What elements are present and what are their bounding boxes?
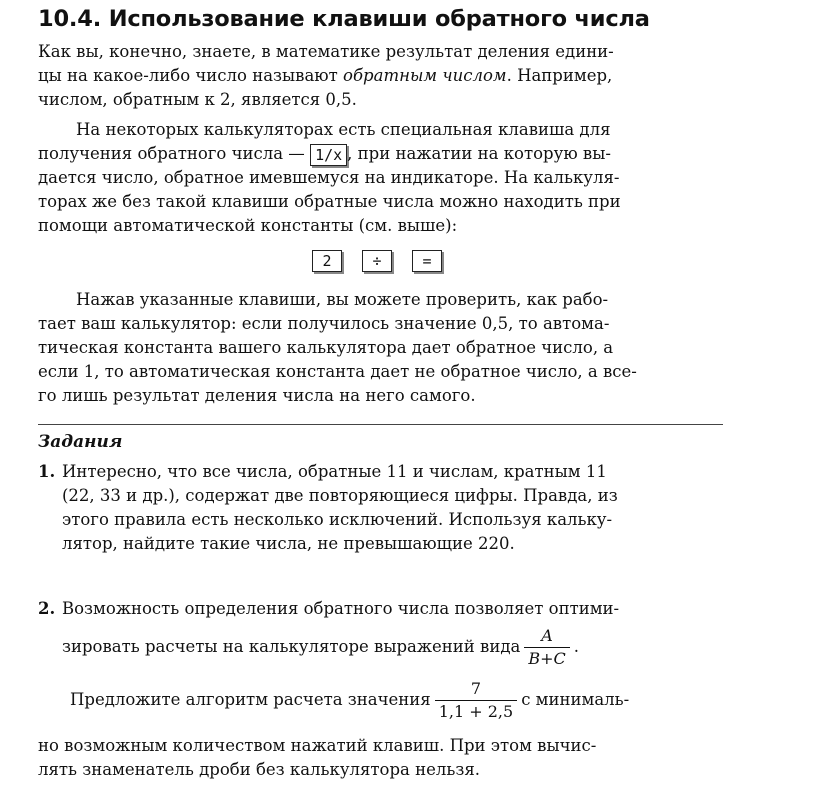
key-equals: =: [412, 250, 442, 272]
para2-line-5: помощи автоматической константы (см. выше):: [38, 216, 458, 235]
para3-line-4: если 1, то автоматическая константа дает не обратное число, а все-: [38, 362, 637, 381]
task2-line-2: зировать расчеты на калькуляторе выражений вида $\frac{A}{B+C}$ .: [62, 626, 579, 668]
fraction-seven-over-sum: $\frac{7}{1,1 + 2,5}$: [435, 678, 517, 723]
key-two: 2: [312, 250, 342, 272]
task2-line-3: Предложите алгоритм расчета значения $\frac{7}{1,1 + 2,5}$ с минималь-: [70, 679, 630, 721]
para3-line-2: тает ваш калькулятор: если получилось значение 0,5, то автома-: [38, 314, 610, 333]
term-reciprocal: обратным числом: [343, 66, 507, 85]
intro-line-3: числом, обратным к 2, является 0,5.: [38, 90, 357, 109]
para2-line-3: дается число, обратное имевшемуся на индикаторе. На калькуля-: [38, 168, 620, 187]
task2-continuation: [38, 734, 728, 782]
task2-line-1: Возможность определения обратного числа позволяет оптими-: [62, 599, 620, 618]
intro-line-1: Как вы, конечно, знаете, в математике результат деления едини-: [38, 42, 614, 61]
task1-line-4: лятор, найдите такие числа, не превышающие 220.: [62, 534, 515, 553]
task2-line-4: но возможным количеством нажатий клавиш. При этом вычис-: [38, 736, 597, 755]
task1-line-2: (22, 33 и др.), содержат две повторяющиеся цифры. Правда, из: [62, 486, 618, 505]
section-title: 10.4. Использование клавиши обратного числа: [38, 6, 650, 32]
task1-line-1: Интересно, что все числа, обратные 11 и числам, кратным 11: [62, 462, 607, 481]
para2-line-2: получения обратного числа — 1/x , при нажатии на которую вы-: [38, 144, 611, 164]
verification-paragraph: [38, 288, 728, 408]
task-2: [38, 597, 728, 723]
task1-line-3: этого правила есть несколько исключений. Используя кальку-: [62, 510, 613, 529]
task-2-number: 2.: [38, 599, 56, 618]
intro-line-2: цы на какое-либо число называют обратным числом. Например,: [38, 66, 613, 85]
tasks-heading: Задания: [38, 432, 123, 452]
para3-line-5: го лишь результат деления числа на него самого.: [38, 386, 476, 405]
para3-line-3: тическая константа вашего калькулятора дает обратное число, а: [38, 338, 614, 357]
section-divider: [38, 424, 723, 425]
key-sequence: [312, 250, 442, 272]
para2-line-4: торах же без такой клавиши обратные числа можно находить при: [38, 192, 621, 211]
key-divide: ÷: [362, 250, 392, 272]
calculator-key-paragraph: [38, 118, 728, 238]
task-1-number: 1.: [38, 462, 56, 481]
task2-line-5: лять знаменатель дроби без калькулятора нельзя.: [38, 760, 481, 779]
fraction-a-over-b-plus-c: $\frac{A}{B+C}$: [524, 625, 569, 670]
task-1: [38, 460, 728, 556]
intro-paragraph: [38, 40, 728, 112]
para3-line-1: Нажав указанные клавиши, вы можете проверить, как рабо-: [76, 290, 609, 309]
para2-line-1: На некоторых калькуляторах есть специальная клавиша для: [76, 120, 611, 139]
reciprocal-key: 1/x: [310, 144, 347, 166]
